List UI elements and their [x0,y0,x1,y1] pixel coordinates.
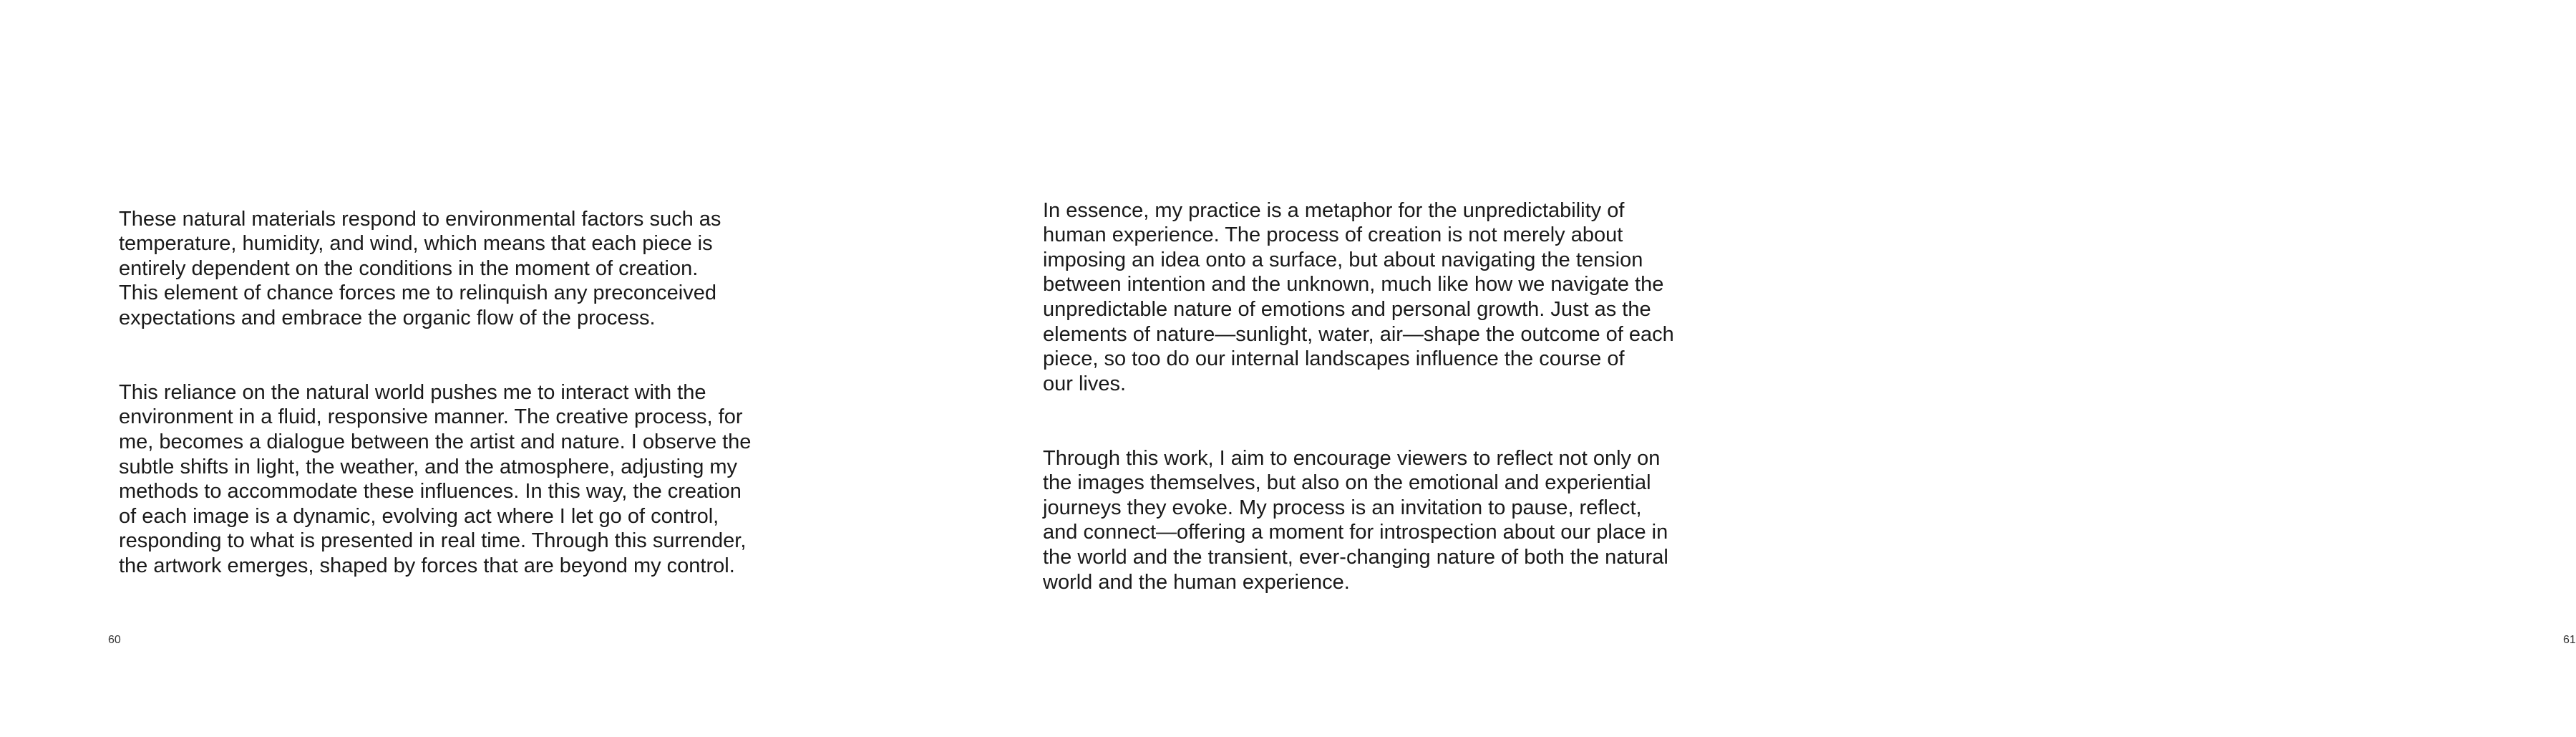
right-page [895,0,2576,737]
right-page-text [1043,173,1687,620]
page-number-left: 60 [108,634,121,646]
page-number-right: 61 [2563,634,2576,646]
left-page-text [119,182,763,603]
right-paragraph-1: In essence, my practice is a metaphor for the unpredictability of human experience. The process of creation is not merely about imposing an idea onto a surface, but about navigating the tension between intention and the unknown, much like how we navigate the unpredictable nature of emotions and personal growth. Just as the elements of nature—sunlight, water, air—shape the outcome of each piece, so too do our internal landscapes influence the course of our lives. [1043,198,1674,395]
left-paragraph-2: This reliance on the natural world pushes me to interact with the environment in a fluid, responsive manner. The creative process, for me, becomes a dialogue between the artist and nature. I observe the subtle shifts in light, the weather, and the atmosphere, adjusting my methods to accommodate these influences. In this way, the creation of each image is a dynamic, evolving act where I let go of control, responding to what is presented in real time. Through this surrender, the artwork emerges, shaped by forces that are beyond my control. [119,380,752,577]
left-page [0,0,895,737]
left-paragraph-1: These natural materials respond to environmental factors such as temperature, humidity, and wind, which means that each piece is entirely dependent on the conditions in the moment of creation. This element of chance forces me to relinquish any preconceived expectations and embrace the organic flow of the process. [119,207,721,329]
right-paragraph-2: Through this work, I aim to encourage viewers to reflect not only on the images themselves, but also on the emotional and experiential journeys they evoke. My process is an invitation to pause, reflect, and connect—offering a moment for introspection about our place in the world and the transient, ever-changing nature of both the natural world and the human experience. [1043,446,1668,594]
